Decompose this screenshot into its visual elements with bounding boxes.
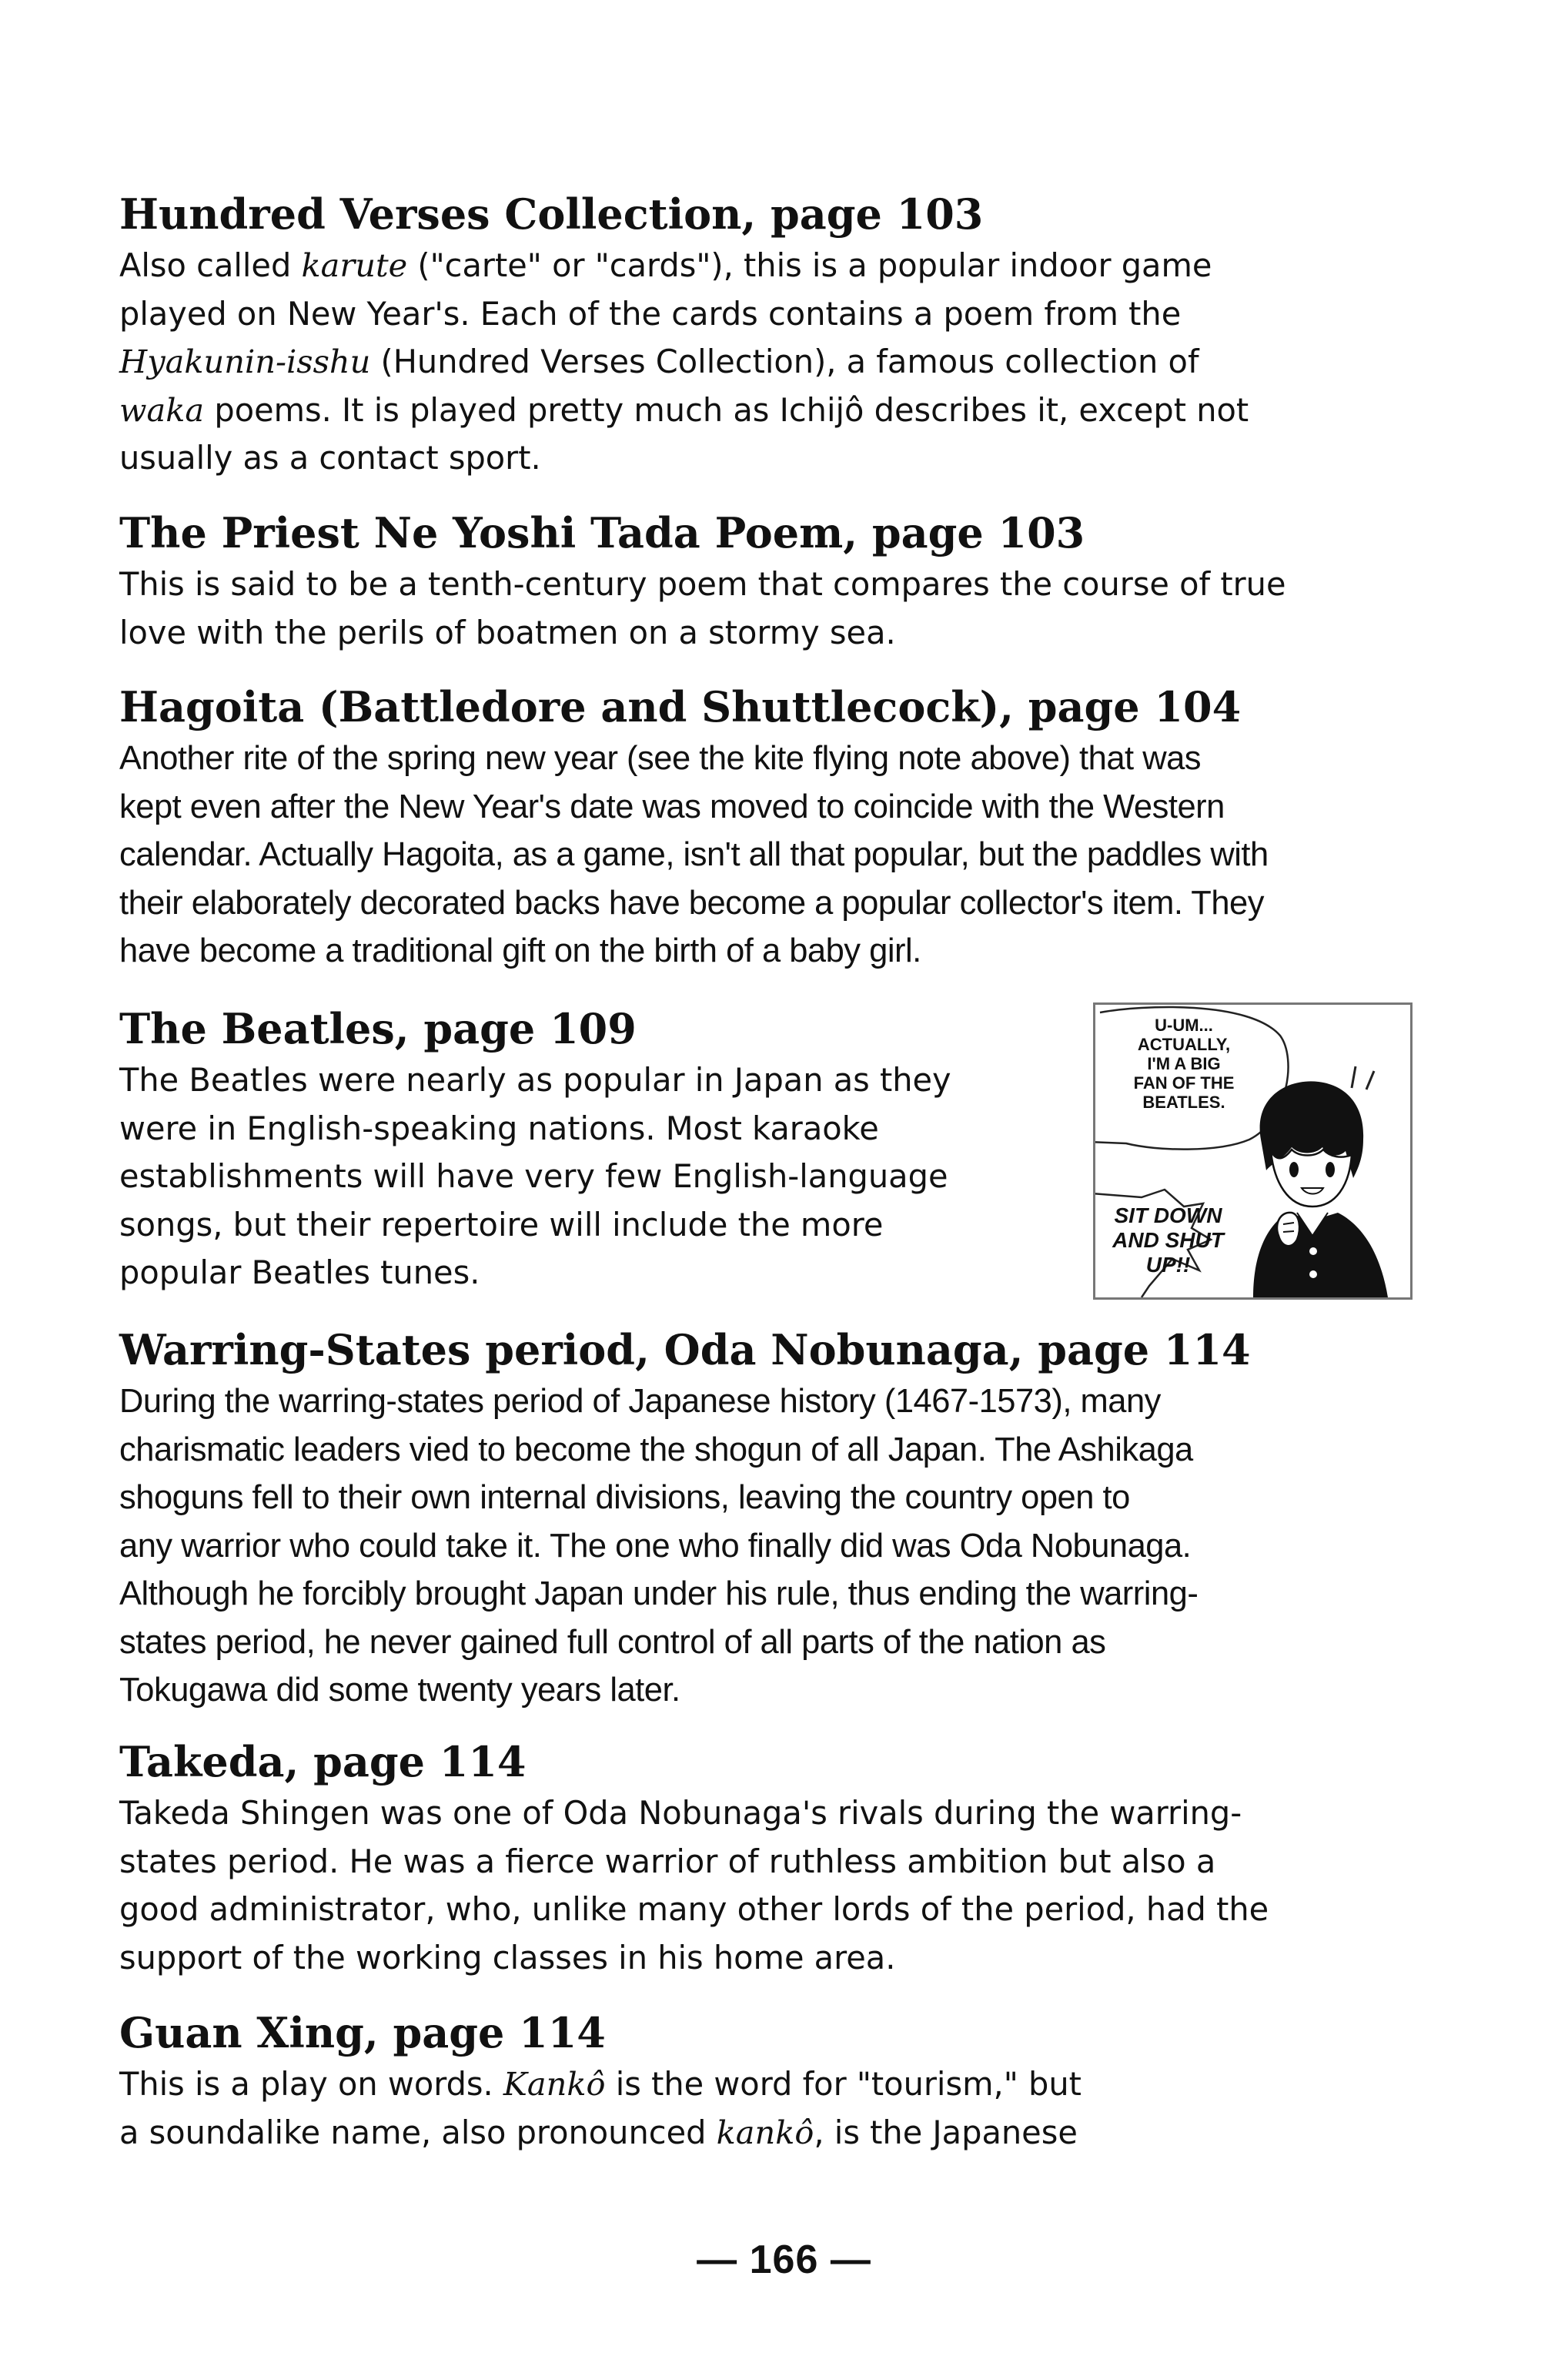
text-line: popular Beatles tunes. <box>119 1253 480 1291</box>
entry-body <box>119 1056 951 1297</box>
text-line: shoguns fell to their own internal divisions, leaving the country open to <box>119 1479 1130 1516</box>
text-line: songs, but their repertoire will include the more <box>119 1205 884 1243</box>
text-line: support of the working classes in his home area. <box>119 1938 896 1976</box>
text-line: were in English-speaking nations. Most karaoke <box>119 1109 879 1147</box>
text-line: states period, he never gained full control of all parts of the nation as <box>119 1623 1106 1661</box>
text-line: any warrior who could take it. The one who finally did was Oda Nobunaga. <box>119 1527 1192 1565</box>
entry-body <box>119 735 1269 976</box>
text-line: charismatic leaders vied to become the shogun of all Japan. The Ashikaga <box>119 1431 1193 1468</box>
entry-heading: Hagoita (Battledore and Shuttlecock), page 104 <box>119 682 1242 731</box>
entry-hagoita <box>119 682 1269 976</box>
bubble-line: FAN OF THE <box>1133 1073 1235 1093</box>
text-line: Hyakunin-isshu (Hundred Verses Collection), a famous collection of <box>119 343 1199 380</box>
text-line: establishments will have very few English-language <box>119 1157 948 1195</box>
entry-warring-states <box>119 1325 1251 1715</box>
entry-guan-xing <box>119 2008 1082 2157</box>
italic-term: Kankô <box>503 2065 606 2103</box>
shout-text <box>1097 1203 1239 1277</box>
text-line: Also called karute ("carte" or "cards"), this is a popular indoor game <box>119 246 1212 284</box>
text-line: This is said to be a tenth-century poem that compares the course of true <box>119 565 1286 603</box>
text-line: Another rite of the spring new year (see the kite flying note above) that was <box>119 740 1202 777</box>
shout-line: SIT DOWN <box>1114 1203 1222 1227</box>
text-line: Tokugawa did some twenty years later. <box>119 1672 680 1709</box>
text-line: have become a traditional gift on the birth of a baby girl. <box>119 932 921 969</box>
entry-body <box>119 242 1249 483</box>
text-line: a soundalike name, also pronounced kankô, is the Japanese <box>119 2113 1078 2151</box>
text-line: During the warring-states period of Japanese history (1467-1573), many <box>119 1383 1161 1420</box>
speech-bubble-text <box>1103 1016 1265 1112</box>
italic-term: kankô <box>716 2113 814 2151</box>
shout-line: AND SHUT <box>1112 1228 1224 1252</box>
text-line: waka poems. It is played pretty much as Ichijô describes it, except not <box>119 390 1249 429</box>
text-line: usually as a contact sport. <box>119 439 541 477</box>
text-line: states period. He was a fierce warrior of ruthless ambition but also a <box>119 1842 1216 1880</box>
bubble-line: ACTUALLY, <box>1137 1035 1231 1054</box>
italic-term: karute <box>301 246 408 284</box>
bubble-line: I'M A BIG <box>1147 1054 1221 1073</box>
entry-takeda <box>119 1737 1269 1982</box>
bubble-line: BEATLES. <box>1142 1093 1225 1112</box>
page-number: — 166 — <box>697 2238 871 2282</box>
text-line: Takeda Shingen was one of Oda Nobunaga's rivals during the warring- <box>119 1794 1242 1832</box>
text-line: calendar. Actually Hagoita, as a game, isn't all that popular, but the paddles with <box>119 836 1269 873</box>
text-line: kept even after the New Year's date was moved to coincide with the Western <box>119 788 1225 825</box>
entry-heading: Warring-States period, Oda Nobunaga, page 114 <box>119 1325 1251 1374</box>
entry-heading: Guan Xing, page 114 <box>119 2008 606 2057</box>
manga-panel-illustration <box>1093 1002 1413 1300</box>
entry-heading: Takeda, page 114 <box>119 1737 527 1786</box>
entry-heading: The Priest Ne Yoshi Tada Poem, page 103 <box>119 508 1085 557</box>
entry-priest-poem <box>119 508 1286 657</box>
entry-beatles <box>119 1004 951 1297</box>
text-line: their elaborately decorated backs have become a popular collector's item. They <box>119 884 1265 922</box>
text-line: The Beatles were nearly as popular in Japan as they <box>119 1061 951 1099</box>
entry-hundred-verses <box>119 189 1249 483</box>
entry-heading: The Beatles, page 109 <box>119 1004 637 1053</box>
entry-body <box>119 1789 1269 1982</box>
entry-body <box>119 561 1286 657</box>
entry-heading: Hundred Verses Collection, page 103 <box>119 189 984 239</box>
italic-term: Hyakunin-isshu <box>119 343 371 380</box>
text-line: played on New Year's. Each of the cards contains a poem from the <box>119 294 1182 333</box>
text-line: Although he forcibly brought Japan under his rule, thus ending the warring- <box>119 1575 1199 1612</box>
text-line: love with the perils of boatmen on a stormy sea. <box>119 613 896 651</box>
bubble-line: U-UM... <box>1155 1016 1213 1035</box>
entry-body <box>119 2060 1082 2157</box>
shout-line: UP!! <box>1145 1253 1191 1277</box>
text-line: good administrator, who, unlike many other lords of the period, had the <box>119 1890 1269 1928</box>
text-line: This is a play on words. Kankô is the word for "tourism," but <box>119 2065 1082 2103</box>
italic-term: waka <box>119 390 205 429</box>
entry-body <box>119 1377 1251 1715</box>
